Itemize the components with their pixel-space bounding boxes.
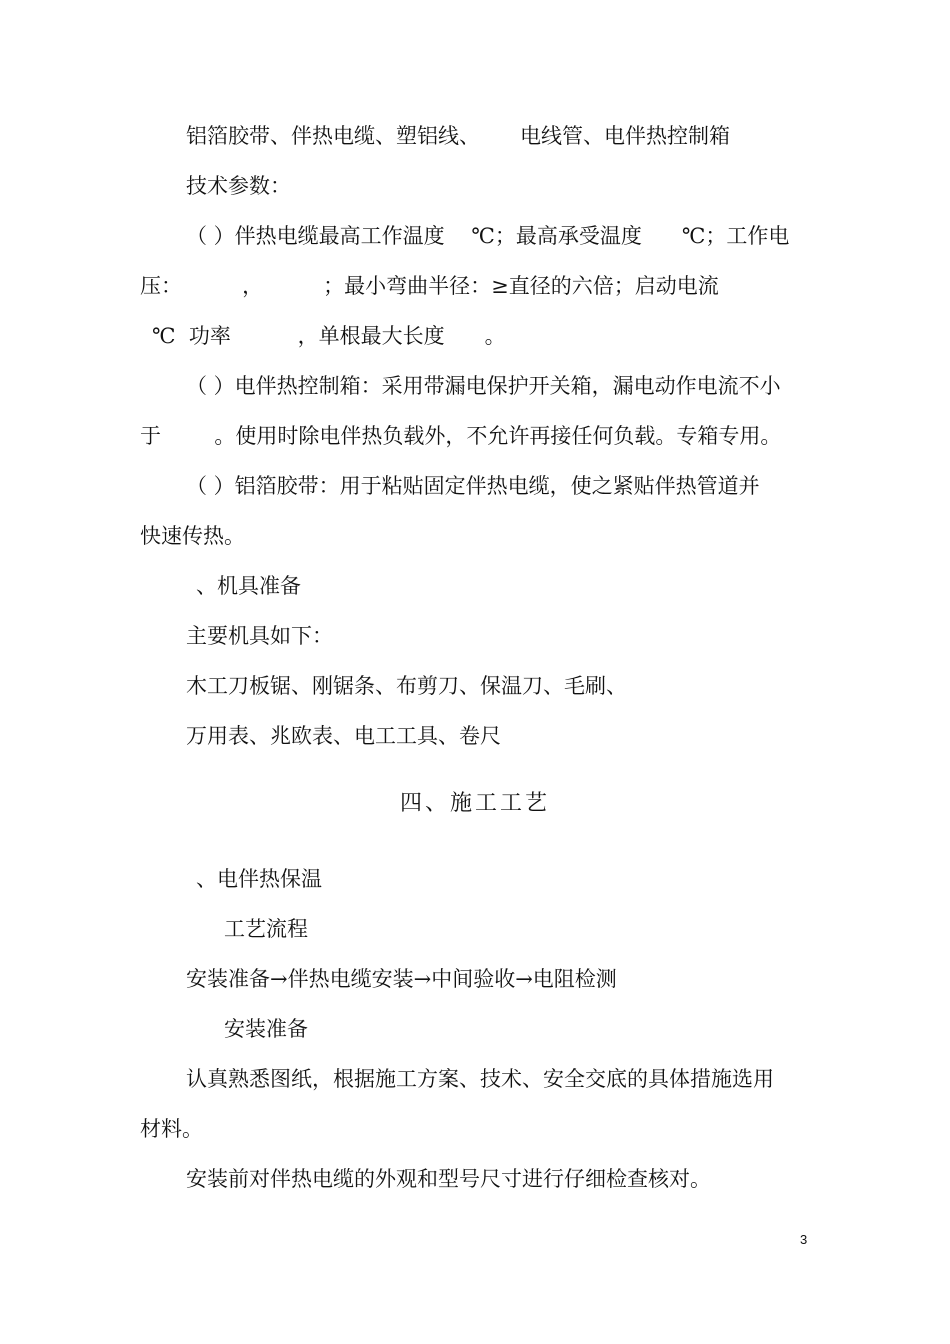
page-number: 3 xyxy=(800,1232,808,1247)
tools-list-line-1: 木工刀板锯、刚锯条、布剪刀、保温刀、毛刷、 xyxy=(186,674,627,698)
foil-tape-line: （ ）铝箔胶带：用于粘贴固定伴热电缆，使之紧贴伴热管道并 xyxy=(186,474,760,498)
foil-tape-line-cont: 快速传热。 xyxy=(140,524,245,548)
electric-tracing-heading: 、电伴热保温 xyxy=(196,867,322,891)
tech-params-label: 技术参数： xyxy=(186,174,291,198)
param-cable-temp-line: （ ）伴热电缆最高工作温度 ℃；最高承受温度 ℃；工作电 xyxy=(186,224,790,248)
process-flow-line: 安装准备→伴热电缆安装→中间验收→电阻检测 xyxy=(186,967,617,991)
control-box-line-cont: 于 。使用时除电伴热负载外，不允许再接任何负载。专箱专用。 xyxy=(140,424,782,448)
section-heading: 四、施工工艺 xyxy=(399,791,550,816)
process-flow-heading: 工艺流程 xyxy=(224,917,308,941)
tools-prep-heading: 、机具准备 xyxy=(196,574,301,598)
param-power-line: ℃ 功率 ，单根最大长度 。 xyxy=(152,324,506,348)
tools-intro: 主要机具如下： xyxy=(186,624,333,648)
control-box-line: （ ）电伴热控制箱：采用带漏电保护开关箱，漏电动作电流不小 xyxy=(186,374,781,398)
tools-list-line-2: 万用表、兆欧表、电工工具、卷尺 xyxy=(186,724,501,748)
param-voltage-line: 压： ， ；最小弯曲半径：≥直径的六倍；启动电流 xyxy=(140,274,719,298)
materials-list-line: 铝箔胶带、伴热电缆、塑铝线、 电线管、电伴热控制箱 xyxy=(186,124,731,148)
inspection-line: 安装前对伴热电缆的外观和型号尺寸进行仔细检查核对。 xyxy=(186,1167,711,1191)
install-prep-heading: 安装准备 xyxy=(224,1017,308,1041)
install-prep-line-cont: 材料。 xyxy=(140,1117,203,1141)
install-prep-line: 认真熟悉图纸，根据施工方案、技术、安全交底的具体措施选用 xyxy=(186,1067,774,1091)
